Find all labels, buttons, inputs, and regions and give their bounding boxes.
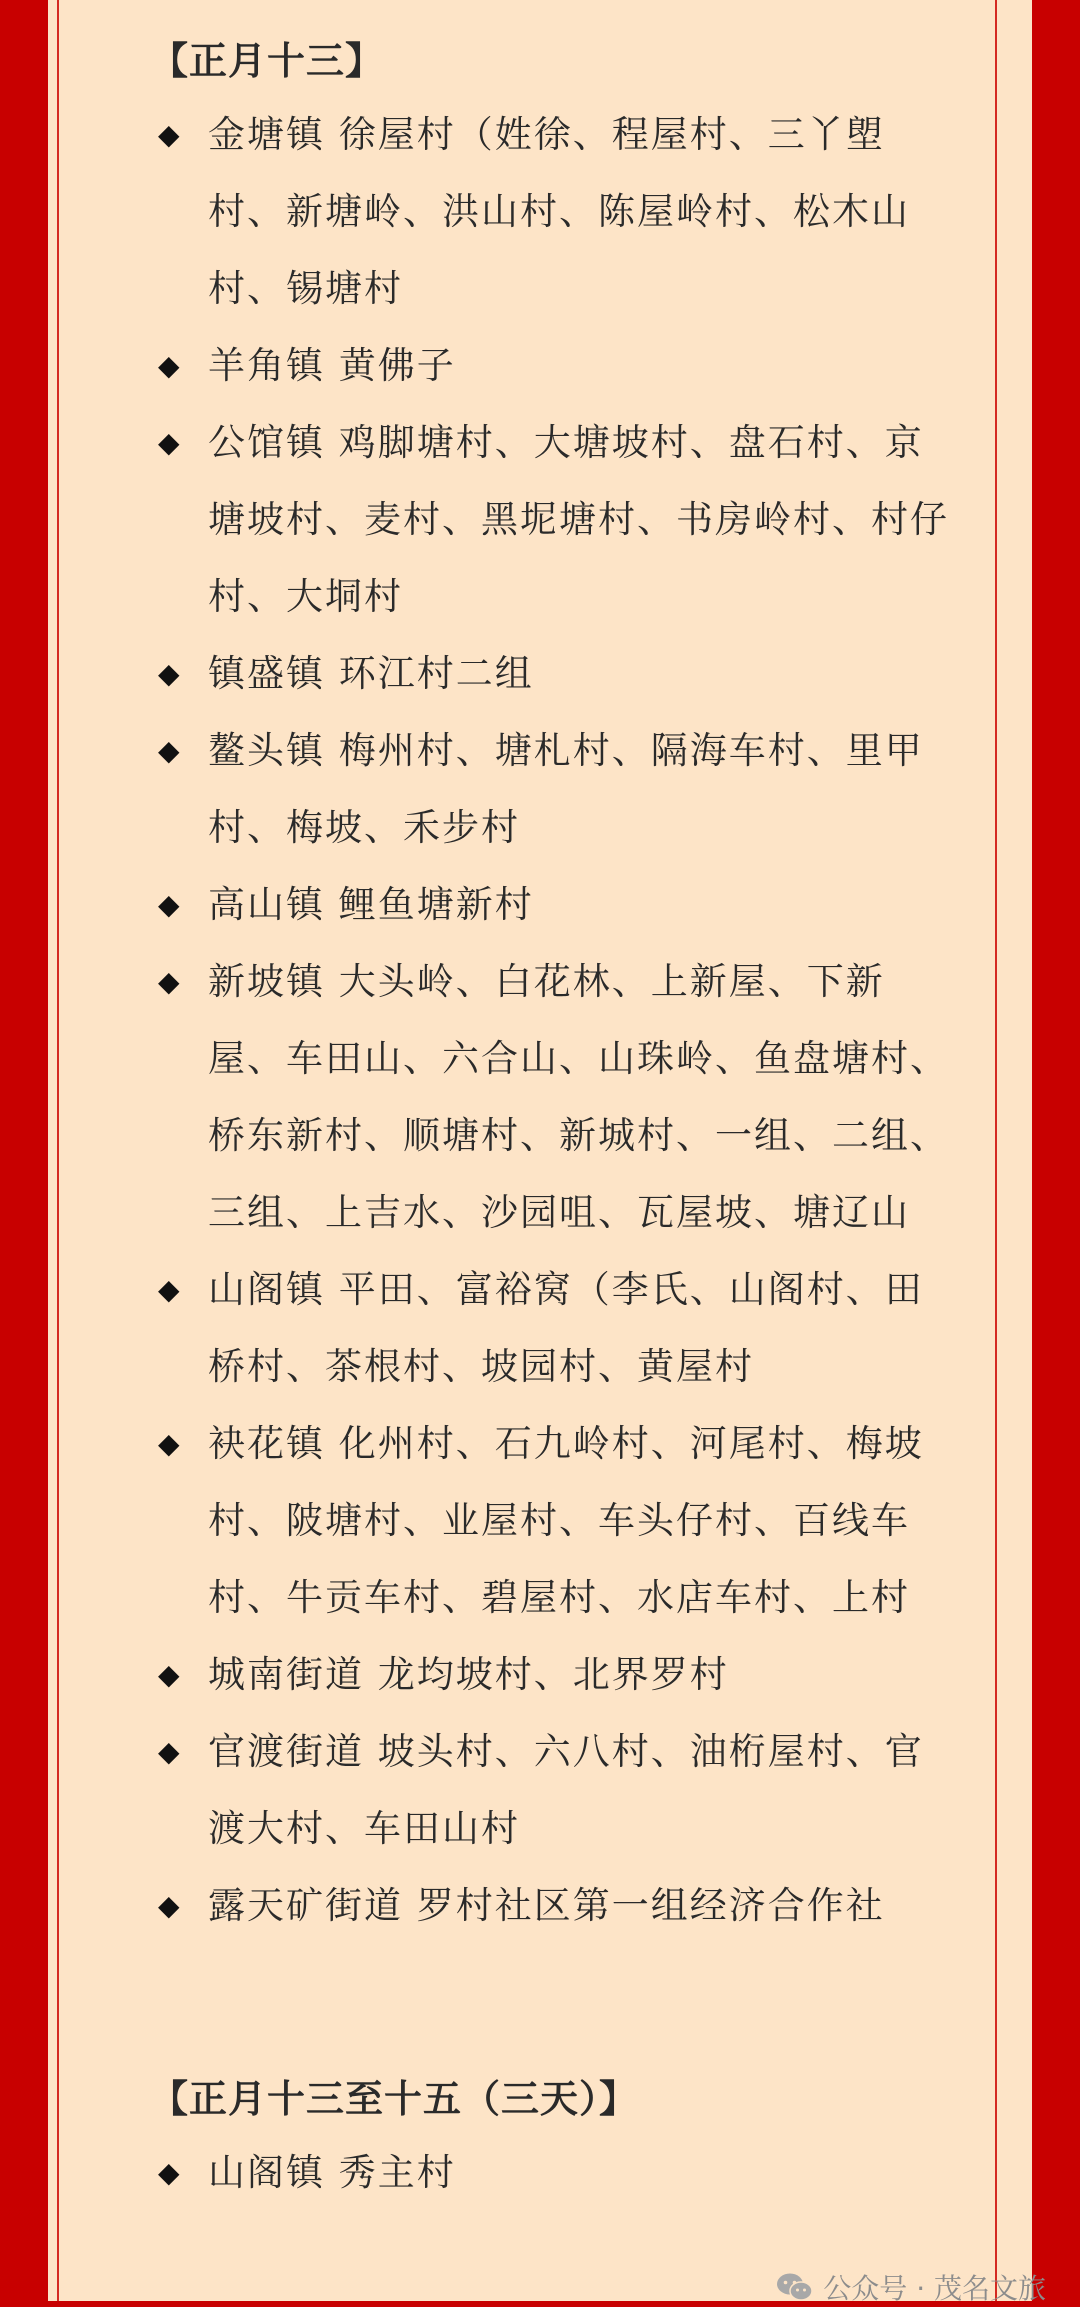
- list-item-text: 高山镇 鲤鱼塘新村: [208, 883, 534, 926]
- list-item: [150, 712, 950, 866]
- article-content: [150, 26, 950, 2211]
- right-border-line: [995, 0, 997, 2301]
- section-0: [150, 26, 950, 1944]
- section-spacer: [150, 1944, 950, 2064]
- list-item-text: 羊角镇 黄佛子: [208, 344, 456, 387]
- list-item-text: 镇盛镇 环江村二组: [208, 652, 534, 695]
- list-item: [150, 943, 950, 1251]
- list-item-text: 官渡街道 坡头村、六八村、油桁屋村、官渡大村、车田山村: [208, 1730, 924, 1850]
- section-title: 【正月十三至十五（三天）】: [150, 2077, 639, 2121]
- diamond-bullet-icon: ◆: [158, 2156, 182, 2189]
- list-item-text: 山阁镇 平田、富裕窝（李氏、山阁村、田桥村、茶根村、坡园村、黄屋村: [208, 1268, 924, 1388]
- diamond-bullet-icon: ◆: [158, 1427, 182, 1460]
- list-item: [150, 1713, 950, 1867]
- list-item-text: 鳌头镇 梅州村、塘札村、隔海车村、里甲村、梅坡、禾步村: [208, 729, 924, 849]
- list-item: [150, 635, 950, 712]
- diamond-bullet-icon: ◆: [158, 734, 182, 767]
- list-item: [150, 2134, 950, 2211]
- list-item-text: 城南街道 龙均坡村、北界罗村: [208, 1653, 729, 1696]
- list-item: [150, 327, 950, 404]
- list-item: [150, 1251, 950, 1405]
- list-item-text: 新坡镇 大头岭、白花林、上新屋、下新屋、车田山、六合山、山珠岭、鱼盘塘村、桥东新村、顺塘村、新城村、一组、二组、三组、上吉水、沙园咀、瓦屋坡、塘辽山: [208, 960, 949, 1234]
- list-item-text: 露天矿街道 罗村社区第一组经济合作社: [208, 1884, 885, 1927]
- wechat-icon: [775, 2272, 813, 2302]
- list-item-text: 金塘镇 徐屋村（姓徐、程屋村、三丫塱村、新塘岭、洪山村、陈屋岭村、松木山村、锡塘村: [208, 113, 910, 310]
- list-item: [150, 404, 950, 635]
- list-item: [150, 96, 950, 327]
- list-item: [150, 866, 950, 943]
- list-item: [150, 1867, 950, 1944]
- watermark-text: 公众号 · 茂名文旅: [823, 2272, 1046, 2305]
- diamond-bullet-icon: ◆: [158, 118, 182, 151]
- list-item-text: 袂花镇 化州村、石九岭村、河尾村、梅坡村、陂塘村、业屋村、车头仔村、百线车村、牛贡车村、碧屋村、水店车村、上村: [208, 1422, 924, 1619]
- section-title: 【正月十三】: [150, 39, 385, 83]
- list-item-text: 公馆镇 鸡脚塘村、大塘坡村、盘石村、京塘坡村、麦村、黑坭塘村、书房岭村、村仔村、大垌村: [208, 421, 949, 618]
- diamond-bullet-icon: ◆: [158, 657, 182, 690]
- diamond-bullet-icon: ◆: [158, 426, 182, 459]
- diamond-bullet-icon: ◆: [158, 1735, 182, 1768]
- list-item: [150, 1636, 950, 1713]
- watermark: [775, 2270, 1046, 2304]
- diamond-bullet-icon: ◆: [158, 349, 182, 382]
- diamond-bullet-icon: ◆: [158, 965, 182, 998]
- section-1: [150, 2064, 950, 2211]
- diamond-bullet-icon: ◆: [158, 1889, 182, 1922]
- list-item-text: 山阁镇 秀主村: [208, 2151, 456, 2194]
- diamond-bullet-icon: ◆: [158, 888, 182, 921]
- left-border-line: [57, 0, 59, 2301]
- list-item: [150, 1405, 950, 1636]
- diamond-bullet-icon: ◆: [158, 1658, 182, 1691]
- diamond-bullet-icon: ◆: [158, 1273, 182, 1306]
